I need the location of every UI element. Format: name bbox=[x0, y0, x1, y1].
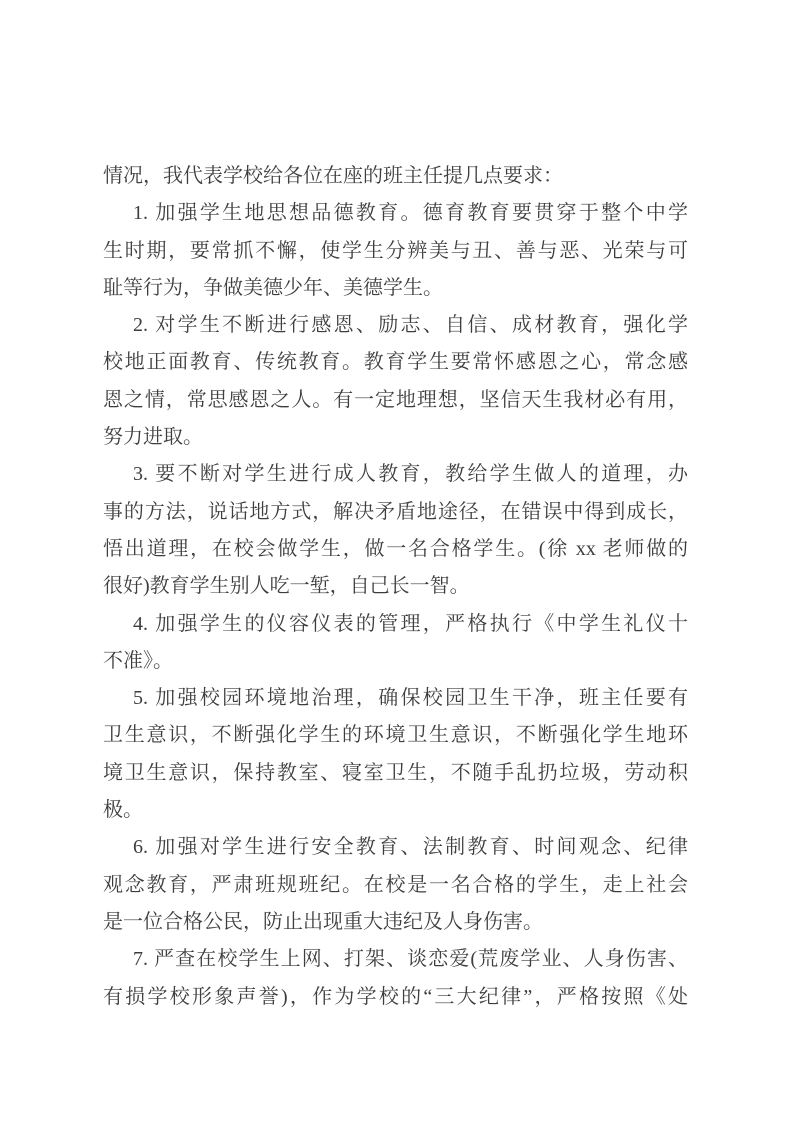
text-line: 4. 加强学生的仪容仪表的管理，严格执行《中学生礼仪十 bbox=[133, 612, 688, 635]
text-line: 境卫生意识，保持教室、寝室卫生，不随手乱扔垃圾，劳动积 bbox=[103, 761, 688, 784]
paragraph-item-2 bbox=[103, 307, 688, 456]
text-line: 事的方法，说话地方式，解决矛盾地途径，在错误中得到成长， bbox=[103, 500, 688, 523]
text-line: 5. 加强校园环境地治理，确保校园卫生干净，班主任要有 bbox=[133, 687, 688, 710]
text-line: 情况，我代表学校给各位在座的班主任提几点要求： bbox=[103, 165, 563, 187]
text-line: 耻等行为，争做美德少年、美德学生。 bbox=[103, 276, 443, 299]
text-line: 卫生意识，不断强化学生的环境卫生意识，不断强化学生地环 bbox=[103, 724, 688, 747]
text-line: 是一位合格公民，防止出现重大违纪及人身伤害。 bbox=[103, 910, 543, 933]
text-line: 悟出道理，在校会做学生，做一名合格学生。(徐 xx 老师做的 bbox=[103, 537, 688, 560]
text-line: 恩之情，常思感恩之人。有一定地理想，坚信天生我材必有用， bbox=[103, 388, 688, 411]
text-line: 2. 对学生不断进行感恩、励志、自信、成材教育，强化学 bbox=[133, 314, 688, 337]
paragraph-item-6 bbox=[103, 829, 688, 941]
paragraph-item-3 bbox=[103, 456, 688, 605]
text-line: 1. 加强学生地思想品德教育。德育教育要贯穿于整个中学 bbox=[133, 202, 688, 225]
paragraph-item-5 bbox=[103, 680, 688, 829]
paragraph-item-1 bbox=[103, 195, 688, 307]
text-line: 6. 加强对学生进行安全教育、法制教育、时间观念、纪律 bbox=[133, 836, 688, 859]
document-body bbox=[103, 158, 688, 1016]
text-line: 7. 严查在校学生上网、打架、谈恋爱(荒废学业、人身伤害、 bbox=[133, 948, 688, 971]
paragraph-item-7 bbox=[103, 941, 688, 1016]
text-line: 观念教育，严肃班规班纪。在校是一名合格的学生，走上社会 bbox=[103, 873, 688, 896]
text-line: 很好)教育学生别人吃一堑，自己长一智。 bbox=[103, 575, 470, 598]
paragraph-item-4 bbox=[103, 606, 688, 681]
text-line: 3. 要不断对学生进行成人教育，教给学生做人的道理，办 bbox=[133, 463, 688, 486]
text-line: 不准》。 bbox=[103, 649, 173, 672]
text-line: 校地正面教育、传统教育。教育学生要常怀感恩之心，常念感 bbox=[103, 351, 688, 374]
text-line: 有损学校形象声誉)，作为学校的“三大纪律”，严格按照《处 bbox=[103, 985, 688, 1008]
text-line: 生时期，要常抓不懈，使学生分辨美与丑、善与恶、光荣与可 bbox=[103, 239, 688, 262]
text-line: 极。 bbox=[103, 799, 143, 822]
paragraph-intro-continuation bbox=[103, 158, 688, 195]
text-line: 努力进取。 bbox=[103, 426, 203, 449]
